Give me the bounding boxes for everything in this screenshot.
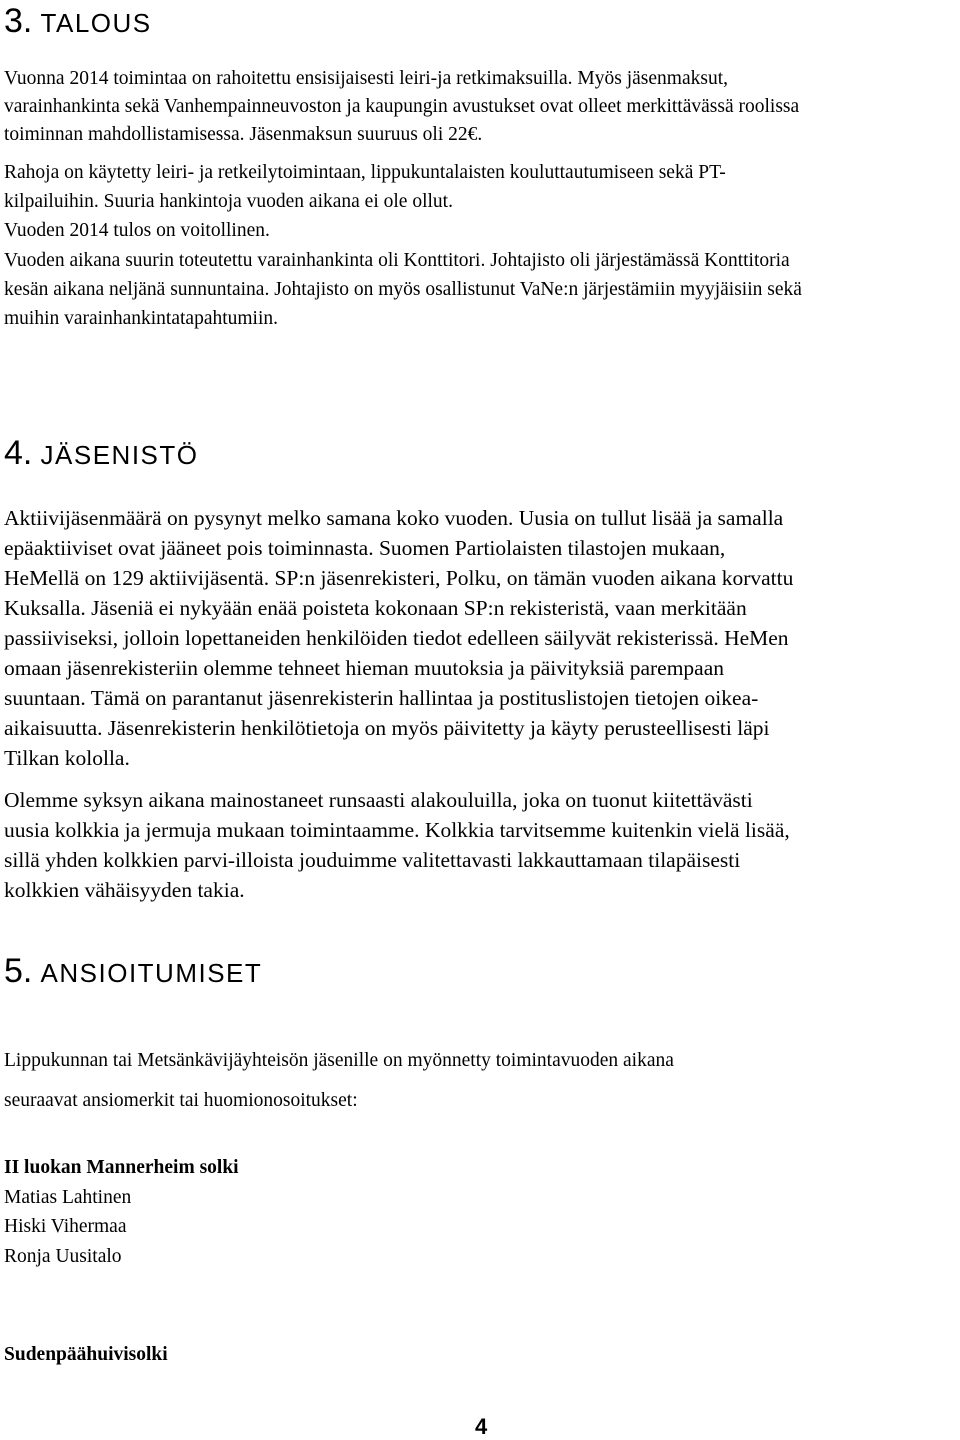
section-4-line: Aktiivijäsenmäärä on pysynyt melko samana koko vuoden. Uusia on tullut lisää ja samalla: [4, 506, 784, 530]
section-4-number: 4.: [4, 434, 33, 472]
section-3-line: Rahoja on käytetty leiri- ja retkeilytoimintaan, lippukuntalaisten kouluttautumiseen sekä PT-: [4, 162, 726, 183]
section-4-line: sillä yhden kolkkien parvi-illoista jouduimme valitettavasti lakkauttamaan tilapäisesti: [4, 848, 741, 872]
section-4-line: epäaktiiviset ovat jääneet pois toiminnasta. Suomen Partiolaisten tilastojen mukaan,: [4, 536, 726, 560]
section-4-line: suuntaan. Tämä on parantanut jäsenrekisterin hallintaa ja postituslistojen tietojen oikea-: [4, 686, 759, 710]
section-4-line: Kuksalla. Jäseniä ei nykyään enää poisteta kokonaan SP:n rekisteristä, vaan merkitään: [4, 596, 747, 620]
section-3-line: kilpailuihin. Suuria hankintoja vuoden aikana ei ole ollut.: [4, 191, 453, 212]
section-4-line: passiiviseksi, jolloin lopettaneiden henkilöiden tiedot edelleen säilyvät rekisterissä. HeMen: [4, 626, 789, 650]
section-4-heading: [4, 434, 199, 473]
award-recipient: Ronja Uusitalo: [4, 1246, 122, 1267]
section-3-line: muihin varainhankintatapahtumiin.: [4, 308, 279, 329]
award-title: Sudenpäähuivisolki: [4, 1344, 168, 1365]
section-3-title: TALOUS: [40, 8, 152, 38]
section-3-line: varainhankinta sekä Vanhempainneuvoston ja kaupungin avustukset ovat olleet merkittävässä roolissa: [4, 96, 800, 117]
section-5-heading: [4, 952, 262, 991]
section-3-line: toiminnan mahdollistamisessa. Jäsenmaksun suuruus oli 22€.: [4, 124, 483, 145]
section-4-line: kolkkien vähäisyyden takia.: [4, 878, 245, 902]
section-3-heading: [4, 2, 152, 41]
section-4-line: uusia kolkkia ja jermuja mukaan toimintaamme. Kolkkia tarvitsemme kuitenkin vielä lisää,: [4, 818, 790, 842]
section-5-number: 5.: [4, 952, 33, 990]
section-5-intro-line: Lippukunnan tai Metsänkävijäyhteisön jäsenille on myönnetty toimintavuoden aikana: [4, 1050, 674, 1071]
section-3-line: kesän aikana neljänä sunnuntaina. Johtajisto on myös osallistunut VaNe:n järjestämiin myyjäisiin sekä: [4, 279, 802, 300]
section-4-line: Olemme syksyn aikana mainostaneet runsaasti alakouluilla, joka on tuonut kiitettävästi: [4, 788, 753, 812]
section-4-line: omaan jäsenrekisteriin olemme tehneet hieman muutoksia ja päivityksiä parempaan: [4, 656, 725, 680]
section-4-line: HeMellä on 129 aktiivijäsentä. SP:n jäsenrekisteri, Polku, on tämän vuoden aikana korvattu: [4, 566, 794, 590]
award-recipient: Matias Lahtinen: [4, 1187, 132, 1208]
section-5-intro-line: seuraavat ansiomerkit tai huomionosoitukset:: [4, 1090, 358, 1111]
award-recipient: Hiski Vihermaa: [4, 1216, 127, 1237]
section-3-line: Vuoden aikana suurin toteutettu varainhankinta oli Konttitori. Johtajisto oli järjestämässä Konttitoria: [4, 250, 790, 271]
section-4-line: aikaisuutta. Jäsenrekisterin henkilötietoja on myös päivitetty ja käyty perusteellisesti läpi: [4, 716, 770, 740]
section-3-line: Vuoden 2014 tulos on voitollinen.: [4, 220, 270, 241]
section-3-line: Vuonna 2014 toimintaa on rahoitettu ensisijaisesti leiri-ja retkimaksuilla. Myös jäsenmaksut,: [4, 68, 728, 89]
page-number: 4: [475, 1414, 488, 1439]
section-4-title: JÄSENISTÖ: [40, 440, 199, 470]
section-5-title: ANSIOITUMISET: [40, 958, 263, 988]
award-title: II luokan Mannerheim solki: [4, 1157, 239, 1178]
section-3-number: 3.: [4, 2, 33, 40]
section-4-line: Tilkan kololla.: [4, 746, 130, 770]
